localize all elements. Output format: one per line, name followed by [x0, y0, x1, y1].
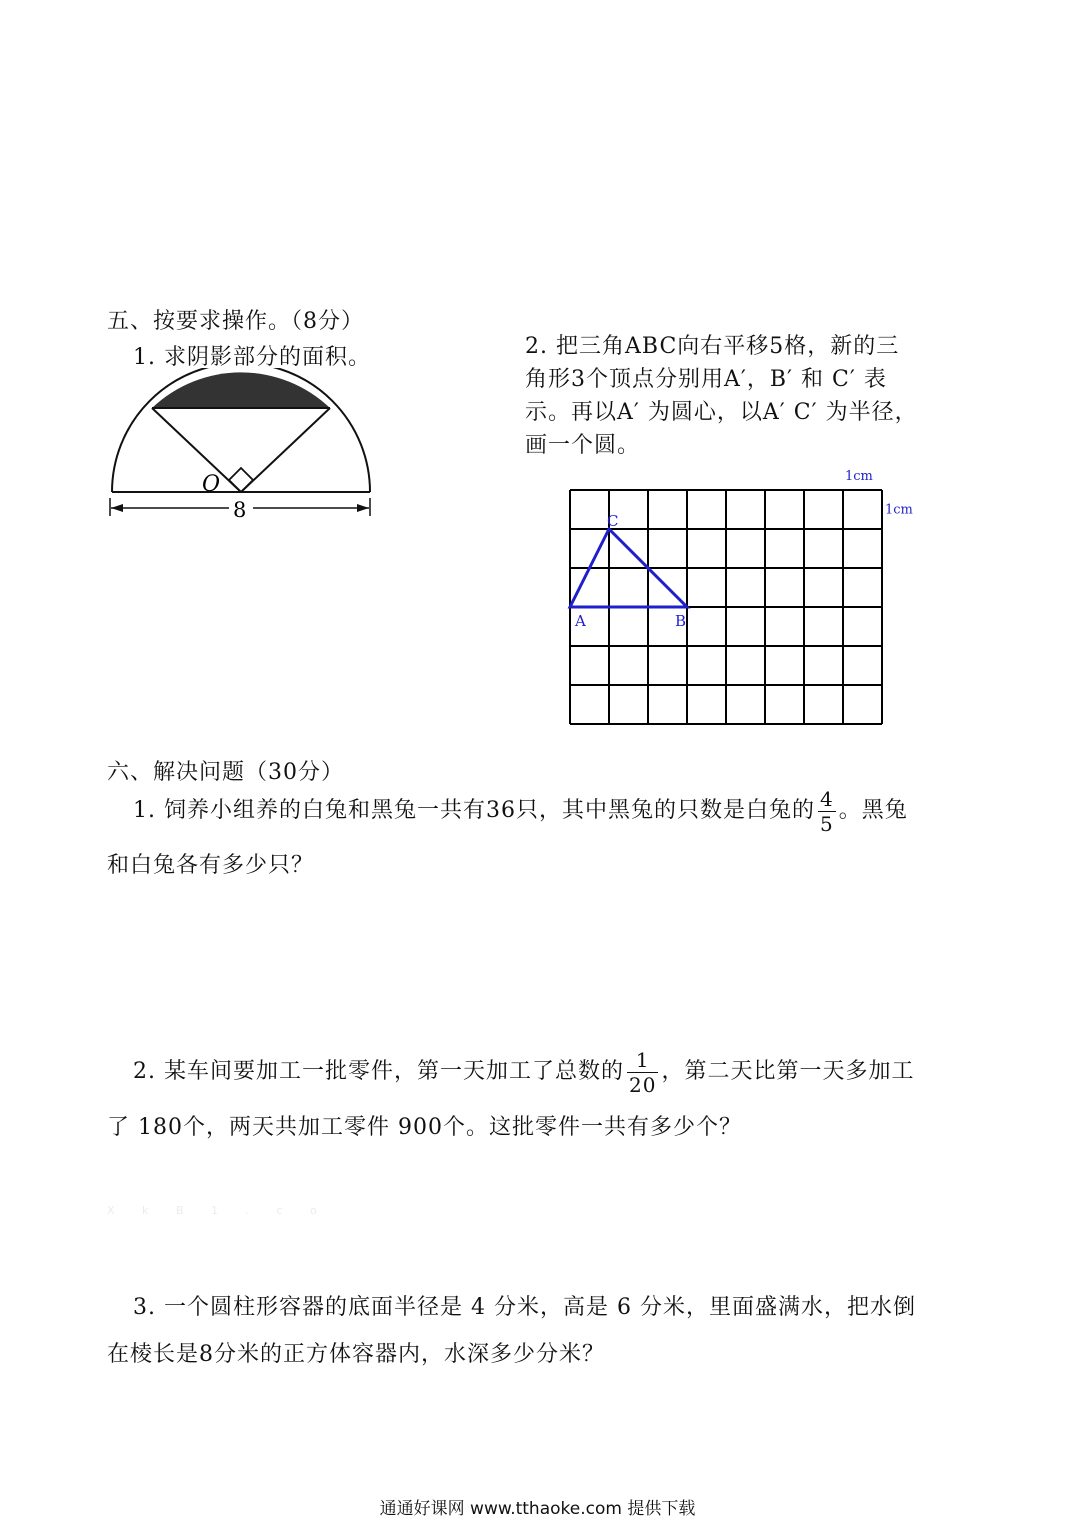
question2-line-1: 2. 把三角ABC向右平移5格，新的三 [525, 334, 900, 359]
vertex-label-b: B [675, 612, 687, 630]
question2-line-4: 画一个圆。 [525, 433, 641, 458]
fraction-numerator: 1 [627, 1048, 658, 1073]
radius-left [152, 408, 241, 492]
question2-text-after: ，第二天比第一天多加工 [661, 1059, 915, 1084]
section5-heading: 五、按要求操作。（8分） [107, 309, 364, 334]
question1-text-after: 。黑兔 [838, 798, 908, 823]
section6-question1-line2: 和白兔各有多少只？ [107, 853, 315, 878]
section6-heading: 六、解决问题（30分） [107, 760, 344, 785]
fraction-denominator: 20 [629, 1072, 657, 1097]
section6-question2-line2: 了 180个，两天共加工零件 900个。这批零件一共有多少个？ [107, 1115, 742, 1140]
vertex-label-c: C [607, 512, 619, 530]
question2-line-2: 角形3个顶点分别用A′，B′ 和 C′ 表 [525, 367, 887, 392]
grid-figure [555, 465, 925, 735]
fraction-one-twentieth [627, 1048, 658, 1097]
unit-label-top: 1cm [845, 469, 873, 484]
watermark-text: X k B 1 . c o [107, 1204, 329, 1217]
dimension-arrow-right [357, 504, 369, 512]
fraction-denominator: 5 [819, 811, 834, 836]
footer-credit: 通通好课网 www.tthaoke.com 提供下载 [379, 1499, 696, 1519]
vertex-label-a: A [575, 612, 586, 630]
question2-line-3: 示。再以A′ 为圆心，以A′ C′ 为半径， [525, 400, 918, 425]
shaded-segment [152, 372, 330, 408]
section6-question3-line2: 在棱长是8分米的正方体容器内，水深多少分米？ [107, 1342, 605, 1367]
question2-text-before: 2. 某车间要加工一批零件，第一天加工了总数的 [133, 1059, 624, 1084]
semicircle-figure [105, 368, 377, 524]
radius-right [241, 408, 330, 492]
question1-text-before: 1. 饲养小组养的白兔和黑兔一共有36只，其中黑兔的只数是白兔的 [133, 798, 815, 823]
unit-label-side: 1cm [885, 502, 913, 518]
fraction-four-fifths [818, 787, 836, 836]
section6-question1-line1 [133, 786, 908, 836]
section5-question1: 1. 求阴影部分的面积。 [133, 345, 371, 370]
center-label-o: O [202, 472, 221, 497]
section6-question3-line1: 3. 一个圆柱形容器的底面半径是 4 分米，高是 6 分米，里面盛满水，把水倒 [133, 1295, 916, 1320]
dimension-arrow-left [111, 504, 123, 512]
fraction-numerator: 4 [819, 786, 834, 811]
section6-question2-line1 [133, 1046, 914, 1098]
section5-question2 [525, 330, 918, 462]
dimension-label: 8 [233, 498, 247, 522]
right-angle-marker [229, 468, 253, 492]
